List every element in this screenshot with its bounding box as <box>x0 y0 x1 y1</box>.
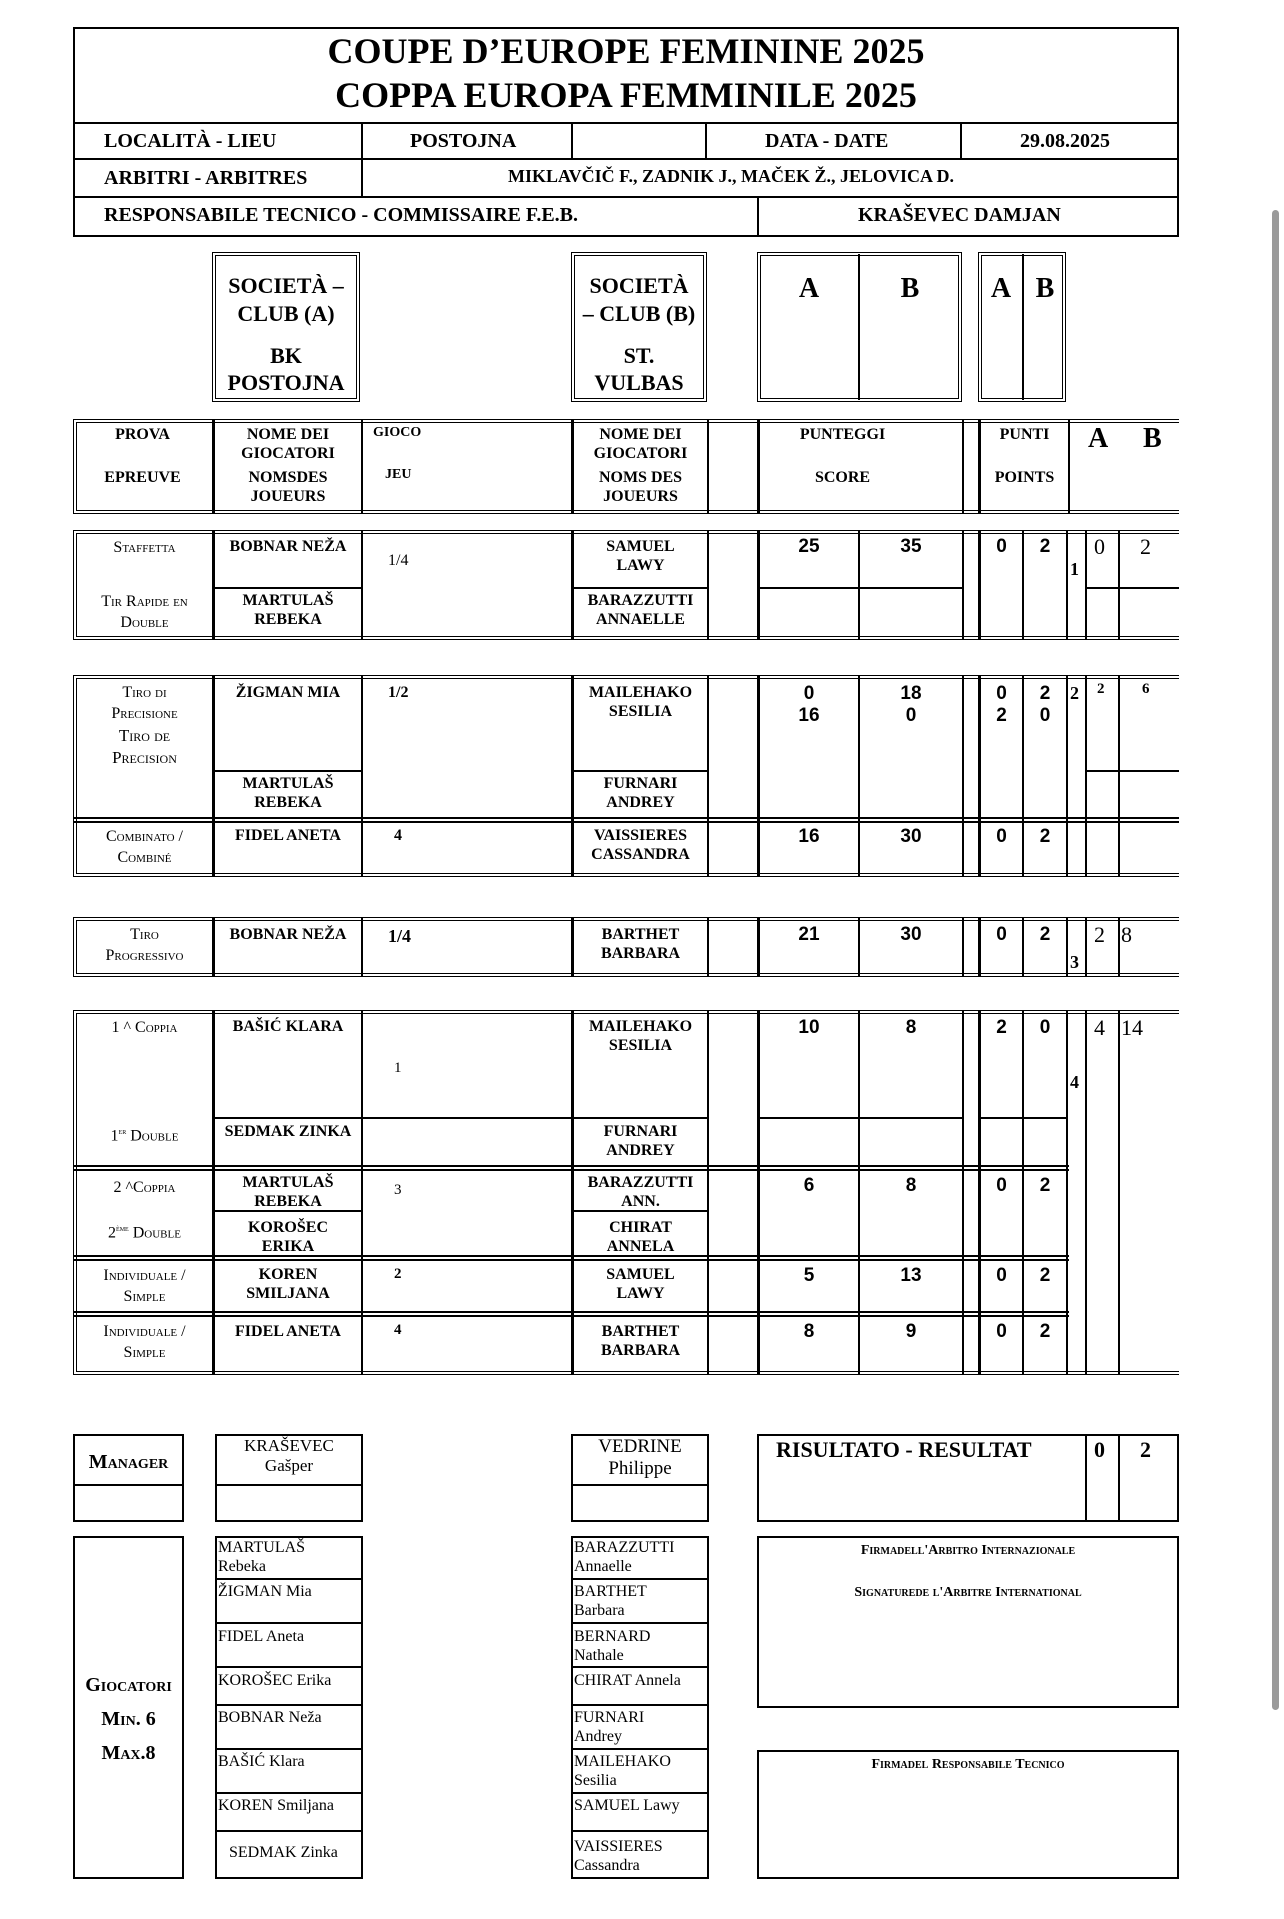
s4-i2-player-a: FIDEL ANETA <box>235 1323 341 1340</box>
s4-c2-player-b1: BARAZZUTTI <box>587 1174 694 1191</box>
s1-player-a1: BOBNAR NEŽA <box>229 538 347 555</box>
signature-tecnico-label: Firmadel Responsabile Tecnico <box>871 1757 1065 1772</box>
s1-gioco: 1/4 <box>388 552 409 569</box>
s2-prova-2: Precisione <box>111 705 178 722</box>
s2-comb-score-a: 16 <box>798 826 820 847</box>
player-b-8-first: Cassandra <box>574 1857 640 1874</box>
title-fr: COUPE D’EUROPE FEMININE 2025 <box>327 31 925 71</box>
s2-player-b2-2: ANDREY <box>606 794 675 811</box>
date-label: DATA - DATE <box>765 130 889 152</box>
player-b-8: VAISSIERES <box>574 1838 663 1855</box>
s3-player-b-2: BARBARA <box>600 945 681 962</box>
s3-score-b: 30 <box>900 924 922 945</box>
title-it: COPPA EUROPA FEMMINILE 2025 <box>335 75 917 115</box>
s4-i2-1: Individuale / <box>103 1323 186 1340</box>
player-b-3: BERNARD <box>574 1628 651 1645</box>
s4-c2-2 <box>77 1223 212 1244</box>
manager-a-name-2: Gašper <box>264 1456 314 1475</box>
s4-c1-2 <box>77 1126 212 1147</box>
s4-c1-2-num: 1 <box>110 1127 119 1145</box>
hdr-punteggi: PUNTEGGI <box>799 426 886 443</box>
s4-i2-score-a: 8 <box>803 1321 815 1342</box>
score-col-a: A <box>798 273 820 304</box>
s4-c2-score-b: 8 <box>905 1175 917 1196</box>
hdr-joueurs-a: JOUEURS <box>250 488 326 505</box>
hdr-prova: PROVA <box>115 426 170 443</box>
s4-c2-player-a1: MARTULAŠ <box>242 1174 334 1191</box>
s4-c2-player-b2-2: ANNELA <box>606 1238 675 1255</box>
s2-player-b1: MAILEHAKO <box>588 684 693 701</box>
s2-player-a2: MARTULAŠ <box>242 775 334 792</box>
s4-c1-gioco: 1 <box>394 1060 402 1076</box>
manager-b-name: VEDRINE <box>598 1436 682 1457</box>
s4-c1-score-a: 10 <box>798 1017 820 1038</box>
s4-c2-2-sup: ème <box>116 1223 129 1233</box>
hdr-total-a: A <box>1088 423 1109 454</box>
manager-b-name-2: Philippe <box>608 1458 672 1479</box>
hdr-gioco: GIOCO <box>373 425 422 440</box>
s4-i1-player-a: KOREN <box>258 1266 318 1283</box>
s4-c1-player-a1: BAŠIĆ KLARA <box>232 1018 344 1035</box>
s1-seq: 1 <box>1070 559 1079 579</box>
player-b-3-first: Nathale <box>574 1647 624 1664</box>
player-b-5: FURNARI <box>574 1709 645 1726</box>
vertical-scrollbar[interactable] <box>1272 210 1279 1710</box>
manager-label-box <box>73 1434 184 1522</box>
s3-score-a: 21 <box>798 924 820 945</box>
player-a-8: SEDMAK Zinka <box>229 1844 338 1861</box>
s4-c1-player-b1: MAILEHAKO <box>588 1018 693 1035</box>
s2-comb-player-a: FIDEL ANETA <box>235 827 341 844</box>
s4-i2-score-b: 9 <box>905 1321 917 1342</box>
player-a-6: BAŠIĆ Klara <box>218 1753 305 1770</box>
points-col-b: B <box>1035 273 1055 304</box>
s4-i2-gioco: 4 <box>394 1322 402 1338</box>
s2-comb-1: Combinato / <box>106 828 183 845</box>
signature-arbitre-label: Signaturede l'Arbitre International <box>854 1585 1082 1600</box>
player-a-4: KOROŠEC Erika <box>218 1672 332 1689</box>
s4-c1-1: 1 ^ Coppia <box>111 1019 178 1036</box>
s4-i1-gioco: 2 <box>394 1266 402 1282</box>
s4-c2-points-b: 2 <box>1039 1175 1051 1196</box>
hdr-total-b: B <box>1143 423 1162 454</box>
hdr-jeu: JEU <box>385 467 412 482</box>
players-label-2: Min. 6 <box>101 1708 156 1730</box>
hdr-noms-b: NOMS DES <box>598 469 683 486</box>
s4-i1-points-a: 0 <box>996 1265 1007 1286</box>
player-a-2: ŽIGMAN Mia <box>218 1583 312 1600</box>
player-b-2-first: Barbara <box>574 1602 625 1619</box>
hdr-noms-a: NOMSDES <box>248 469 328 486</box>
club-b-name-2: VULBAS <box>594 370 684 395</box>
s4-i2-2: Simple <box>123 1344 166 1361</box>
player-a-5: BOBNAR Neža <box>218 1709 322 1726</box>
s3-prova-1: Tiro <box>130 926 159 943</box>
s4-i2-player-b: BARTHET <box>601 1323 680 1340</box>
s4-c1-score-b: 8 <box>905 1017 917 1038</box>
s4-c1-player-b1-2: SESILIA <box>608 1037 673 1054</box>
club-b-label-2: – CLUB (B) <box>582 301 696 326</box>
s3-seq: 3 <box>1070 952 1079 972</box>
s4-c1-2-label: Double <box>130 1127 179 1145</box>
arbitres-label: ARBITRI - ARBITRES <box>104 167 308 189</box>
s2-score-a: 0 16 <box>798 683 820 726</box>
hdr-giocatori-b: GIOCATORI <box>593 445 688 462</box>
player-a-1-first: Rebeka <box>218 1558 266 1575</box>
signature-arbitro-label: Firmadell'Arbitro Internazionale <box>860 1543 1076 1558</box>
result-label: RISULTATO - RESULTAT <box>776 1437 1032 1462</box>
result-b: 2 <box>1140 1437 1151 1462</box>
s2-comb-gioco: 4 <box>394 827 402 844</box>
club-a-label: SOCIETÀ – <box>228 273 344 298</box>
s3-total-b: 8 <box>1121 922 1132 947</box>
s1-player-a2: MARTULAŠ <box>242 592 334 609</box>
arbitres-value: MIKLAVČIČ F., ZADNIK J., MAČEK Ž., JELOVICA D. <box>508 166 955 186</box>
s4-i2-points-a: 0 <box>996 1321 1007 1342</box>
s4-c2-2-label: Double <box>132 1224 181 1242</box>
club-a-name: BK <box>270 343 302 368</box>
s2-player-b1-2: SESILIA <box>608 703 673 720</box>
s1-points-a: 0 <box>996 536 1007 557</box>
manager-a-name: KRAŠEVEC <box>244 1436 334 1455</box>
s1-score-b: 35 <box>900 536 922 557</box>
s4-i1-player-b-2: LAWY <box>616 1285 665 1302</box>
commissaire-value: KRAŠEVEC DAMJAN <box>858 204 1061 226</box>
s4-c2-player-a1-2: REBEKA <box>254 1193 322 1210</box>
s2-gioco: 1/2 <box>388 684 409 701</box>
s1-prova-3: Double <box>120 614 169 631</box>
s4-c1-points-b: 0 <box>1039 1017 1051 1038</box>
player-b-2: BARTHET <box>574 1583 647 1600</box>
player-b-6: MAILEHAKO <box>574 1753 671 1770</box>
s4-total-a: 4 <box>1094 1015 1105 1040</box>
signature-arbitro-box <box>757 1536 1179 1708</box>
s4-i1-player-b: SAMUEL <box>606 1266 675 1283</box>
s2-player-a1: ŽIGMAN MIA <box>235 684 341 701</box>
s4-c2-points-a: 0 <box>996 1175 1007 1196</box>
date-value: 29.08.2025 <box>1020 130 1110 152</box>
s3-points-a: 0 <box>996 924 1007 945</box>
player-a-1: MARTULAŠ <box>218 1539 306 1556</box>
s4-c1-player-a2: SEDMAK ZINKA <box>224 1123 352 1140</box>
commissaire-label: RESPONSABILE TECNICO - COMMISSAIRE F.E.B. <box>104 204 578 226</box>
s4-i1-points-b: 2 <box>1039 1265 1051 1286</box>
s4-i1-score-b: 13 <box>900 1265 922 1286</box>
s4-i2-points-b: 2 <box>1039 1321 1051 1342</box>
s2-player-b2: FURNARI <box>603 775 678 792</box>
s2-player-a2-2: REBEKA <box>254 794 322 811</box>
hdr-joueurs-b: JOUEURS <box>603 488 678 505</box>
s2-total-a: 2 <box>1097 681 1105 697</box>
s2-total-b: 6 <box>1142 681 1150 697</box>
hdr-punti: PUNTI <box>999 426 1050 443</box>
s2-comb-score-b: 30 <box>900 826 922 847</box>
s4-i1-score-a: 5 <box>803 1265 815 1286</box>
points-col-a: A <box>990 273 1012 304</box>
s4-c2-gioco: 3 <box>394 1182 402 1198</box>
s4-total-b: 14 <box>1121 1015 1143 1040</box>
hdr-nome-b: NOME DEI <box>599 426 682 443</box>
player-b-4: CHIRAT Annela <box>574 1672 681 1689</box>
s2-points-b: 2 0 <box>1039 683 1051 726</box>
s4-c1-2-sup: er <box>118 1126 127 1136</box>
s2-points-a: 0 2 <box>996 683 1007 726</box>
hdr-points: POINTS <box>994 469 1055 486</box>
s1-prova-2: Tir Rapide en <box>101 593 188 610</box>
s4-seq: 4 <box>1070 1072 1079 1092</box>
s4-c1-points-a: 2 <box>996 1017 1007 1038</box>
s3-total-a: 2 <box>1094 922 1105 947</box>
score-col-b: B <box>900 273 920 304</box>
s4-c2-player-b2: CHIRAT <box>609 1219 672 1236</box>
player-b-7: SAMUEL Lawy <box>574 1797 680 1814</box>
player-b-5-first: Andrey <box>574 1728 622 1745</box>
s1-total-b: 2 <box>1140 534 1151 559</box>
s2-comb-player-b: VAISSIERES <box>593 827 688 844</box>
s1-player-a2-2: REBEKA <box>254 611 322 628</box>
s4-c1-player-b2-2: ANDREY <box>606 1142 675 1159</box>
s4-c2-score-a: 6 <box>803 1175 815 1196</box>
s1-score-a: 25 <box>798 536 820 557</box>
s1-player-b2: BARAZZUTTI <box>587 592 694 609</box>
hdr-giocatori-a: GIOCATORI <box>241 445 335 462</box>
s4-c2-player-b1-2: ANN. <box>621 1193 660 1210</box>
lieu-value: POSTOJNA <box>410 130 517 152</box>
s2-comb-player-b-2: CASSANDRA <box>591 846 690 863</box>
player-a-7: KOREN Smiljana <box>218 1797 334 1814</box>
s4-i1-2: Simple <box>123 1288 166 1305</box>
players-label-3: Max.8 <box>101 1742 156 1764</box>
s2-score-b: 18 0 <box>900 683 922 726</box>
club-a-name-2: POSTOJNA <box>227 370 345 395</box>
s1-player-b1: SAMUEL <box>606 538 675 555</box>
s4-c2-player-a2-2: ERIKA <box>261 1238 315 1255</box>
club-b-label: SOCIETÀ <box>589 273 689 298</box>
player-b-6-first: Sesilia <box>574 1772 617 1789</box>
s2-comb-points-a: 0 <box>996 826 1007 847</box>
s2-seq: 2 <box>1070 683 1079 703</box>
result-a: 0 <box>1094 1437 1105 1462</box>
s2-comb-2: Combiné <box>117 849 172 866</box>
s1-points-b: 2 <box>1039 536 1051 557</box>
s4-i2-player-b-2: BARBARA <box>600 1342 681 1359</box>
hdr-epreuve: EPREUVE <box>104 469 181 486</box>
s2-prova-3: Tiro de <box>118 726 171 745</box>
lieu-label: LOCALITÀ - LIEU <box>104 130 277 152</box>
s4-i1-1: Individuale / <box>103 1267 186 1284</box>
s1-player-b1-2: LAWY <box>616 557 665 574</box>
s4-c2-1: 2 ^Coppia <box>113 1179 176 1196</box>
player-b-1-first: Annaelle <box>574 1558 632 1575</box>
club-a-label-2: CLUB (A) <box>237 301 335 326</box>
s1-total-a: 0 <box>1094 534 1105 559</box>
players-label-1: Giocatori <box>85 1674 172 1696</box>
s3-prova-2: Progressivo <box>105 947 184 964</box>
s1-player-b2-2: ANNAELLE <box>596 611 685 628</box>
hdr-score: SCORE <box>814 469 871 486</box>
s3-points-b: 2 <box>1039 924 1051 945</box>
s4-c1-player-b2: FURNARI <box>603 1123 678 1140</box>
s3-player-a: BOBNAR NEŽA <box>229 926 347 943</box>
manager-label: Manager <box>88 1451 169 1473</box>
player-a-3: FIDEL Aneta <box>218 1628 305 1645</box>
s1-prova-1: Staffetta <box>113 539 176 556</box>
s2-comb-points-b: 2 <box>1039 826 1051 847</box>
s2-prova-4: Precision <box>112 748 177 767</box>
s4-i1-player-a-2: SMILJANA <box>246 1285 330 1302</box>
s3-gioco: 1/4 <box>388 926 412 946</box>
s3-player-b: BARTHET <box>601 926 680 943</box>
hdr-nome-a: NOME DEI <box>246 426 330 443</box>
s4-c2-player-a2: KOROŠEC <box>247 1219 328 1236</box>
club-b-name: ST. <box>623 343 655 368</box>
player-b-1: BARAZZUTTI <box>574 1539 675 1556</box>
s2-prova-1: Tiro di <box>122 684 167 701</box>
s4-c2-2-num: 2 <box>108 1224 117 1242</box>
